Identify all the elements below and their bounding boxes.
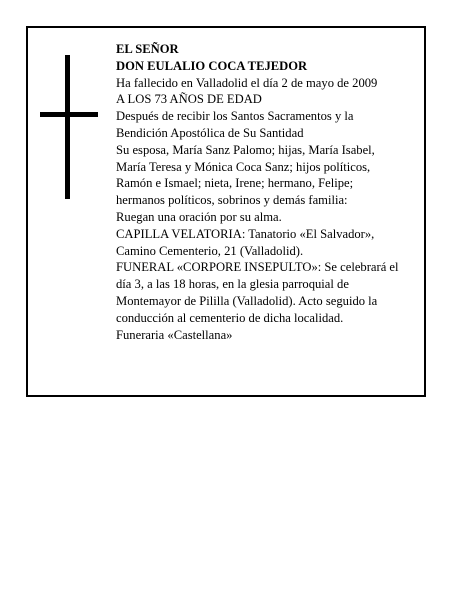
cross-vertical-bar (65, 55, 70, 199)
title-line: EL SEÑOR (116, 42, 179, 56)
obituary-notice (26, 26, 426, 397)
death-info-line: Ha fallecido en Valladolid el día 2 de mayo de 2009 (116, 75, 378, 90)
cross-horizontal-bar (40, 112, 98, 117)
funeral-line-1: FUNERAL «CORPORE INSEPULTO»: Se celebrará el (116, 260, 399, 275)
age-line: A LOS 73 AÑOS DE EDAD (116, 92, 262, 107)
funeral-home: Funeraria «Castellana» (116, 327, 233, 342)
funeral-line-3: Montemayor de Pililla (Valladolid). Acto seguido la (116, 293, 378, 308)
deceased-name: DON EULALIO COCA TEJEDOR (116, 58, 308, 73)
cross-icon (40, 55, 98, 199)
family-line-2: María Teresa y Mónica Coca Sanz; hijos políticos, (116, 159, 371, 174)
sacraments-line-2: Bendición Apostólica de Su Santidad (116, 125, 304, 140)
funeral-line-4: conducción al cementerio de dicha localidad. (116, 310, 344, 325)
sacraments-line-1: Después de recibir los Santos Sacramentos y la (116, 109, 354, 124)
prayer-request: Ruegan una oración por su alma. (116, 209, 282, 224)
chapel-line-2: Camino Cementerio, 21 (Valladolid). (116, 243, 304, 258)
chapel-line-1: CAPILLA VELATORIA: Tanatorio «El Salvador», (116, 226, 375, 241)
family-line-3: Ramón e Ismael; nieta, Irene; hermano, Felipe; (116, 176, 354, 191)
family-line-1: Su esposa, María Sanz Palomo; hijas, María Isabel, (116, 142, 375, 157)
funeral-line-2: día 3, a las 18 horas, en la glesia parroquial de (116, 277, 349, 292)
family-line-4: hermanos políticos, sobrinos y demás familia: (116, 193, 348, 208)
obituary-text (116, 41, 426, 343)
